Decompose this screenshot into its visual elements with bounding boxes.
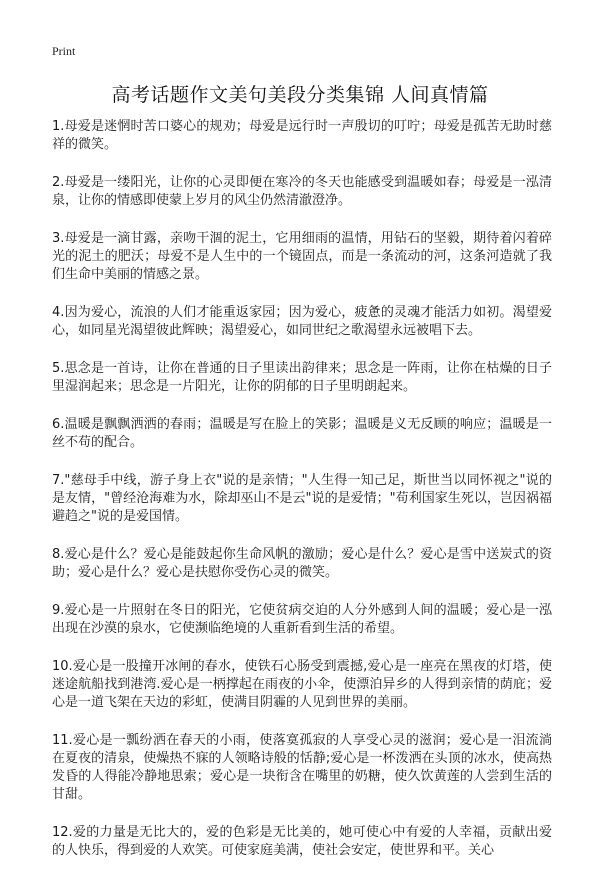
paragraph-11: 11.爱心是一瓢纷洒在春天的小雨，使落寞孤寂的人享受心灵的滋润；爱心是一泪流淌在夏夜的清泉，使燥热不寐的人领略诗般的恬静;爱心是一杯泼洒在头顶的冰水，使高热发昏的人得能冷静地思索；爱心是一块衔含在嘴里的奶糖，使久饮黄莲的人尝到生活的甘甜。 [52,733,552,802]
paragraph-8: 8.爱心是什么？爱心是能鼓起你生命风帆的激励；爱心是什么？爱心是雪中送炭式的资助；爱心是什么？爱心是扶慰你受伤心灵的微笑。 [52,547,552,580]
paragraph-4: 4.因为爱心，流浪的人们才能重返家园；因为爱心，疲惫的灵魂才能活力如初。渴望爱心，如同星光渴望彼此辉映；渴望爱心，如同世纪之歌渴望永远被唱下去。 [52,305,552,338]
paragraph-12: 12.爱的力量是无比大的，爱的色彩是无比美的，她可使心中有爱的人幸福，贡献出爱的人快乐，得到爱的人欢笑。可使家庭美满，使社会安定，使世界和平。关心 [52,825,552,858]
article-body [52,118,552,880]
paragraph-1: 1.母爱是迷惘时苦口婆心的规劝；母爱是远行时一声殷切的叮咛；母爱是孤苦无助时慈祥的微笑。 [52,119,552,152]
paragraph-9: 9.爱心是一片照射在冬日的阳光，它使贫病交迫的人分外感到人间的温暖；爱心是一泓出现在沙漠的泉水，它使濒临绝境的人重新看到生活的希望。 [52,603,552,636]
paragraph-3: 3.母爱是一滴甘露，亲吻干涸的泥土，它用细雨的温情，用钻石的坚毅，期待着闪着碎光的泥土的肥沃；母爱不是人生中的一个镜固点，而是一条流动的河，这条河造就了我们生命中美丽的情感之景。 [52,231,552,282]
paragraph-7: 7."慈母手中线，游子身上衣"说的是亲情；"人生得一知己足，斯世当以同怀视之"说的是友情，"曾经沧海难为水，除却巫山不是云"说的是爱情；"苟利国家生死以，岂因祸福避趋之"说的是爱国情。 [52,473,552,524]
page-title: 高考话题作文美句美段分类集锦 人间真情篇 [111,84,489,106]
paragraph-5: 5.思念是一首诗，让你在普通的日子里读出韵律来；思念是一阵雨，让你在枯燥的日子里湿润起来；思念是一片阳光，让你的阴郁的日子里明朗起来。 [52,361,552,394]
print-link[interactable]: Print [52,44,76,58]
paragraph-10: 10.爱心是一股撞开冰闸的春水，使铁石心肠受到震撼,爱心是一座亮在黑夜的灯塔，使迷途航船找到港湾.爱心是一柄撑起在雨夜的小伞，使漂泊异乡的人得到亲情的荫庇；爱心是一道飞架在天边的彩虹，使满目阴霾的人见到世界的美丽。 [52,659,552,710]
paragraph-6: 6.温暖是飘飘洒洒的春雨；温暖是写在脸上的笑影；温暖是义无反顾的响应；温暖是一丝不苟的配合。 [52,417,552,450]
paragraph-2: 2.母爱是一缕阳光，让你的心灵即便在寒冷的冬天也能感受到温暖如春；母爱是一泓清泉，让你的情感即使蒙上岁月的风尘仍然清澈澄净。 [52,175,552,208]
